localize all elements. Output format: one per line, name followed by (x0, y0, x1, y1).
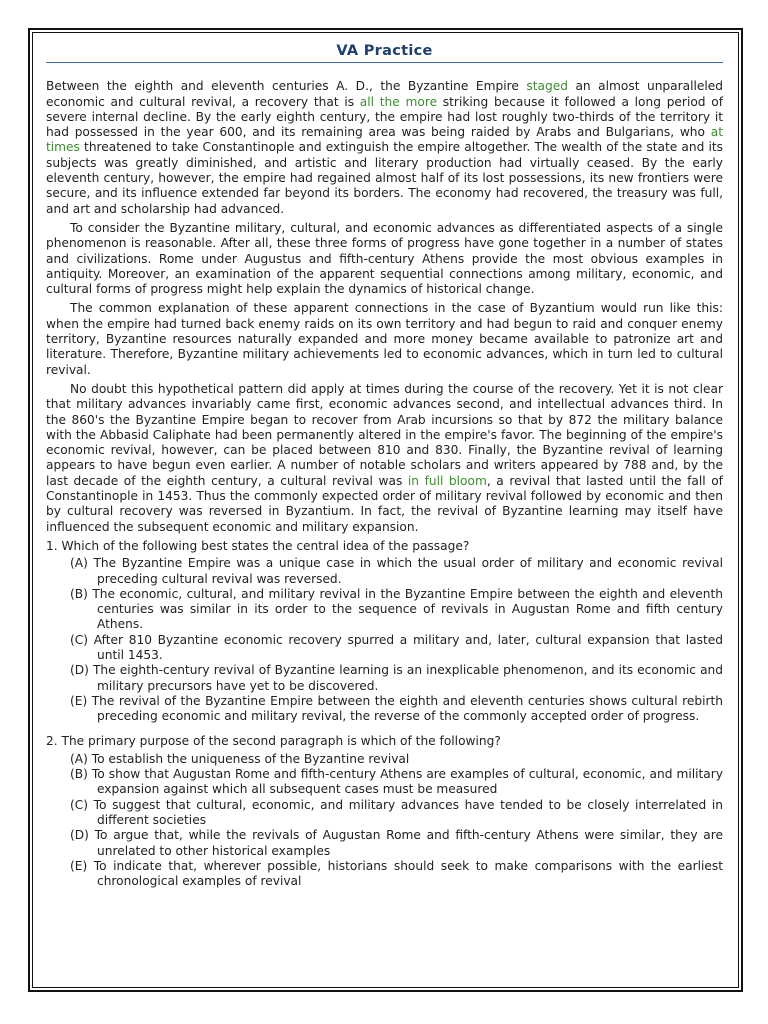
question-2 (46, 734, 723, 889)
question-stem: 2. The primary purpose of the second paragraph is which of the following? (46, 734, 501, 749)
document-content (46, 44, 723, 889)
option-list (46, 752, 723, 890)
paragraph-2: To consider the Byzantine military, cultural, and economic advances as differentiated aspects of a single phenomenon is reasonable. After all, these three forms of progress have gone together in a number of states and civilizations. Rome under Augustus and fifth-century Athens provide the most obvious examples in antiquity. Moreover, an examination of the apparent sequential connections among military, economic, and cultural forms of progress might help explain the dynamics of historical change. (46, 220, 723, 297)
question-stem: 1. Which of the following best states the central idea of the passage? (46, 538, 470, 553)
spacer (46, 724, 723, 730)
option-b[interactable]: (B) To show that Augustan Rome and fifth-century Athens are examples of cultural, economic, and military expansion against which all subsequent cases must be measured (70, 767, 723, 797)
highlight-at-times: at times (46, 125, 723, 155)
highlight-staged: staged (526, 79, 568, 94)
option-c[interactable]: (C) To suggest that cultural, economic, and military advances have tended to be closely interrelated in different societies (70, 797, 723, 827)
option-d[interactable]: (D) To argue that, while the revivals of Augustan Rome and fifth-century Athens were similar, they are unrelated to other historical examples (70, 828, 723, 858)
page-title: VA Practice (46, 44, 723, 63)
passage (46, 79, 723, 535)
question-1 (46, 539, 723, 725)
highlight-in-full-bloom: in full bloom (407, 473, 487, 488)
option-a[interactable]: (A) The Byzantine Empire was a unique case in which the usual order of military and economic revival preceding cultural revival was reversed. (70, 556, 723, 586)
highlight-all-the-more: all the more (359, 94, 438, 109)
option-c[interactable]: (C) After 810 Byzantine economic recovery spurred a military and, later, cultural expansion that lasted until 1453. (70, 632, 723, 662)
option-e[interactable]: (E) The revival of the Byzantine Empire between the eighth and eleventh centuries shows cultural rebirth preceding economic and military revival, the reverse of the commonly accepted order of progress. (70, 693, 723, 724)
option-e[interactable]: (E) To indicate that, wherever possible, historians should seek to make comparisons with the earliest chronological examples of revival (70, 858, 723, 889)
option-d[interactable]: (D) The eighth-century revival of Byzantine learning is an inexplicable phenomenon, and its economic and military precursors have yet to be discovered. (70, 663, 723, 693)
option-b[interactable]: (B) The economic, cultural, and military revival in the Byzantine Empire between the eighth and eleventh centuries was similar in its order to the sequence of revivals in Augustan Rome and fifth century Athens. (70, 586, 723, 632)
option-a[interactable]: (A) To establish the uniqueness of the Byzantine revival (70, 751, 410, 766)
paragraph-4: No doubt this hypothetical pattern did apply at times during the course of the recovery. Yet it is not clear that military advances invariably came first, economic advances second, and intellectual advances third. In the 860's the Byzantine Empire began to recover from Arab incursions so that by 872 the military balance with the Abbasid Caliphate had been permanently altered in the empire's favor. The beginning of the empire's economic revival, however, can be placed between 810 and 830. Finally, the Byzantine revival of learning appears to have begun even earlier. A number of notable scholars and writers appeared by 788 and, by the last decade of the eighth century, a cultural revival was in full bloom, a revival that lasted until the fall of Constantinople in 1453. Thus the commonly expected order of military revival followed by economic and then by cultural recovery was reversed in Byzantium. In fact, the revival of Byzantine learning may itself have influenced the subsequent economic and military expansion. (46, 381, 723, 534)
paragraph-1: Between the eighth and eleventh centuries A. D., the Byzantine Empire staged an almost unparalleled economic and cultural revival, a recovery that is all the more striking because it followed a long period of severe internal decline. By the early eighth century, the empire had lost roughly two-thirds of the territory it had possessed in the year 600, and its remaining area was being raided by Arabs and Bulgarians, who at times threatened to take Constantinople and extinguish the empire altogether. The wealth of the state and its subjects was greatly diminished, and artistic and literary production had virtually ceased. By the early eleventh century, however, the empire had regained almost half of its lost possessions, its new frontiers were secure, and its influence extended far beyond its borders. The economy had recovered, the treasury was full, and art and scholarship had advanced. (46, 79, 724, 216)
option-list (46, 556, 723, 724)
paragraph-3: The common explanation of these apparent connections in the case of Byzantium would run like this: when the empire had turned back enemy raids on its own territory and had begun to raid and conquer enemy territory, Byzantine resources naturally expanded and more money became available to patronize art and literature. Therefore, Byzantine military achievements led to economic advances, which in turn led to cultural revival. (46, 301, 723, 377)
